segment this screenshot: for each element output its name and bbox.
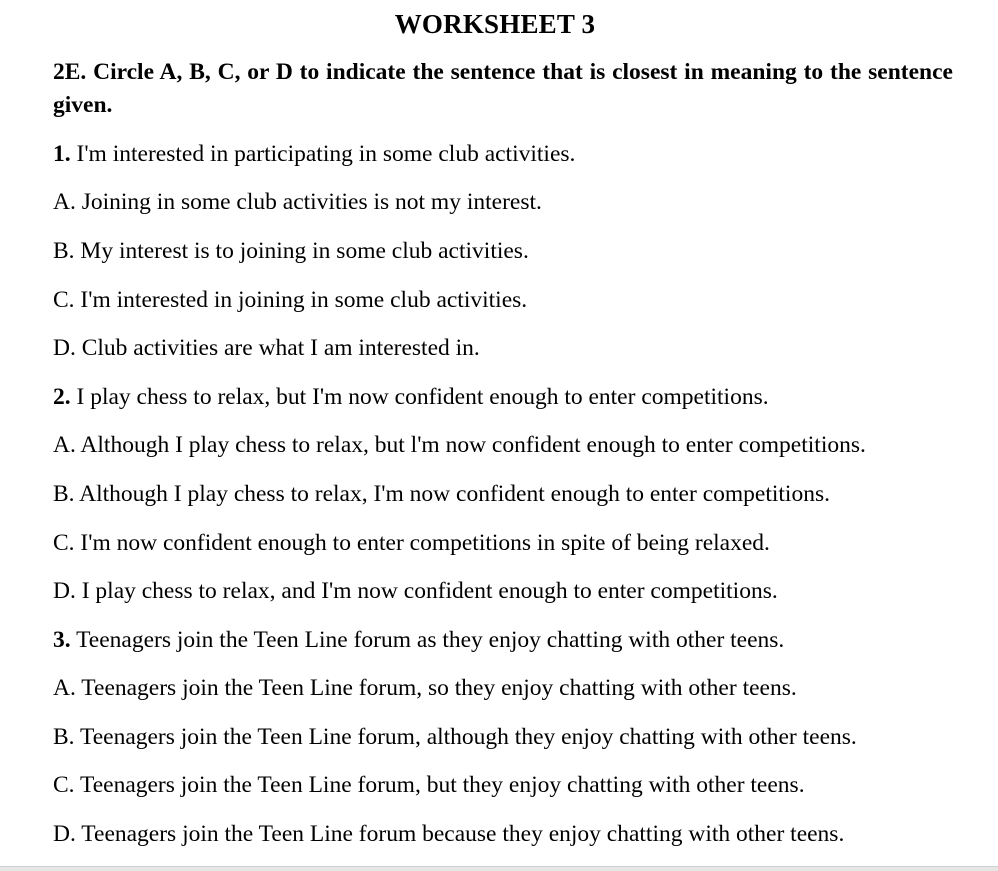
question-2-prompt — [53, 382, 769, 412]
question-1-option-c: C. I'm interested in joining in some club activities. — [53, 287, 528, 313]
question-1-option-a: A. Joining in some club activities is not my interest. — [53, 189, 542, 215]
question-3-number: 3. — [53, 627, 71, 653]
question-3-prompt — [53, 625, 784, 655]
question-1-prompt — [53, 139, 575, 169]
question-3-option-d: D. Teenagers join the Teen Line forum because they enjoy chatting with other teens. — [53, 821, 845, 847]
instruction-text: 2E. Circle A, B, C, or D to indicate the sentence that is closest in meaning to the sentence given. — [53, 59, 953, 118]
question-3-option-a: A. Teenagers join the Teen Line forum, so they enjoy chatting with other teens. — [53, 675, 797, 701]
question-1-option-b: B. My interest is to joining in some club activities. — [53, 238, 529, 264]
question-2-option-b: B. Although I play chess to relax, I'm now confident enough to enter competitions. — [53, 481, 830, 507]
question-1-option-d: D. Club activities are what I am interested in. — [53, 335, 480, 361]
question-2-text: I play chess to relax, but I'm now confident enough to enter competitions. — [70, 384, 769, 410]
question-2-number: 2. — [53, 384, 71, 410]
worksheet-title: WORKSHEET 3 — [394, 9, 596, 39]
question-3-option-c: C. Teenagers join the Teen Line forum, but they enjoy chatting with other teens. — [53, 772, 805, 798]
question-1-text: I'm interested in participating in some club activities. — [70, 141, 576, 167]
question-2-option-d: D. I play chess to relax, and I'm now confident enough to enter competitions. — [53, 578, 778, 604]
question-2-option-c: C. I'm now confident enough to enter competitions in spite of being relaxed. — [53, 530, 770, 556]
question-3-option-b: B. Teenagers join the Teen Line forum, although they enjoy chatting with other teens. — [53, 724, 857, 750]
question-1-number: 1. — [53, 141, 71, 167]
page-bottom-edge — [0, 866, 998, 871]
question-3-text: Teenagers join the Teen Line forum as they enjoy chatting with other teens. — [70, 627, 785, 653]
question-2-option-a: A. Although I play chess to relax, but l'm now confident enough to enter competitions. — [53, 432, 866, 458]
